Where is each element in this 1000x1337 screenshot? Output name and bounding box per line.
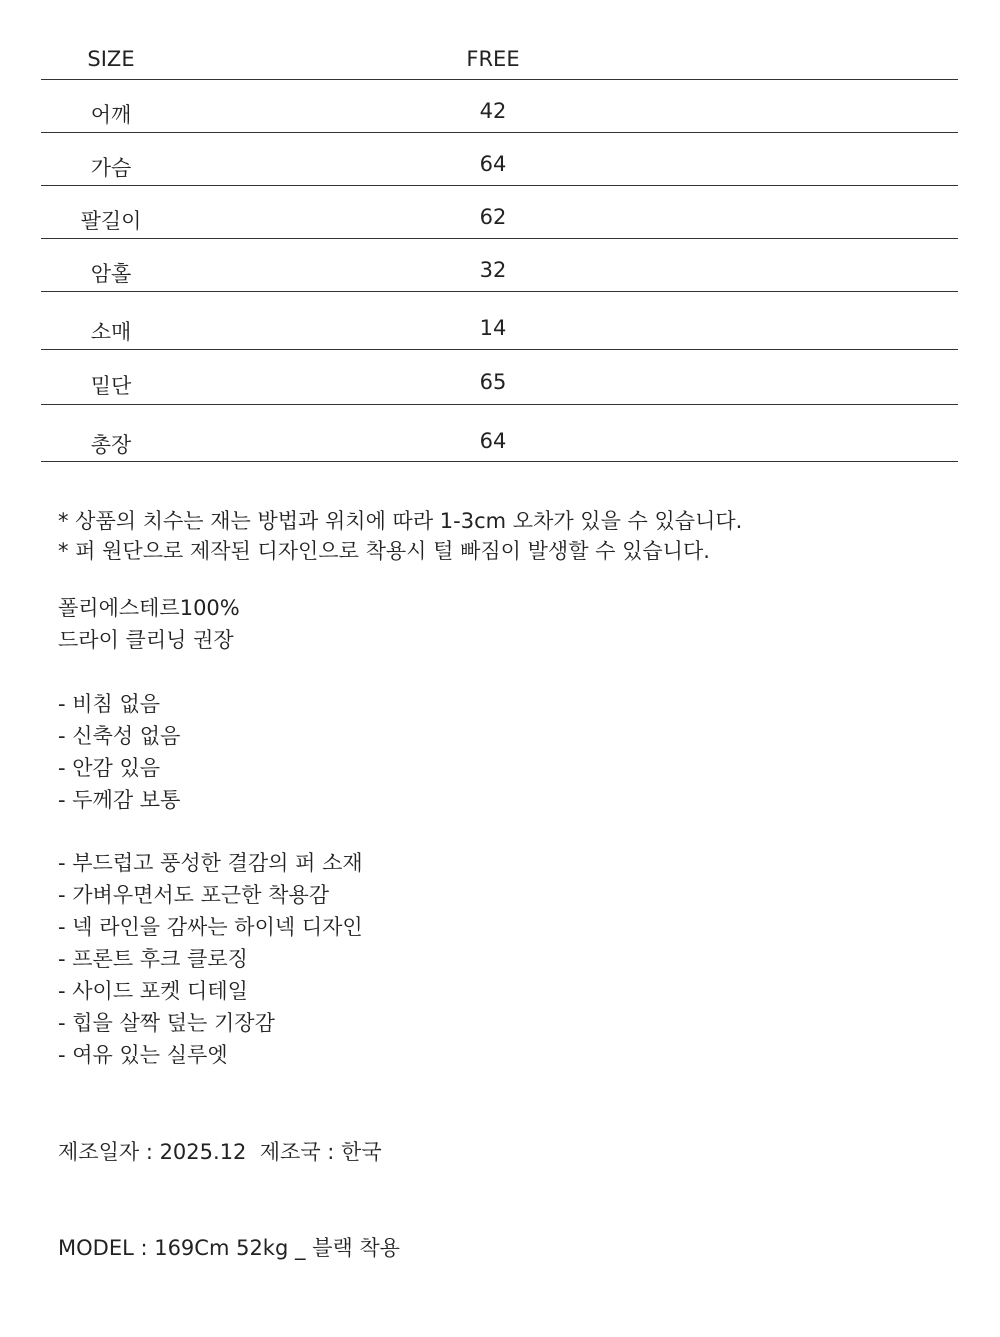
- size-row-armhole: [41, 239, 958, 292]
- care-info: [58, 592, 240, 656]
- size-row-value: 64: [479, 152, 507, 176]
- size-row-label: 총장: [90, 433, 132, 457]
- size-row-label: 암홀: [90, 262, 132, 286]
- size-row-shoulder: [41, 80, 958, 133]
- model-info: [58, 1232, 400, 1264]
- feature-item: - 사이드 포켓 디테일: [58, 979, 248, 1003]
- property-list: [58, 688, 180, 816]
- size-row-total-length: [41, 405, 958, 462]
- size-row-value: 62: [479, 205, 507, 229]
- disclaimer-notes: [58, 506, 742, 566]
- size-row-label: 밑단: [90, 374, 132, 398]
- manufacture-line: 제조일자 : 2025.12 제조국 : 한국: [58, 1140, 382, 1164]
- feature-item: - 프론트 후크 클로징: [58, 947, 248, 971]
- disclaimer-line: * 상품의 치수는 재는 방법과 위치에 따라 1-3cm 오차가 있을 수 있습니다.: [58, 509, 743, 533]
- size-row-value: 65: [479, 370, 507, 394]
- size-row-label: 가슴: [90, 156, 132, 180]
- property-item: - 두께감 보통: [58, 788, 181, 812]
- feature-item: - 가벼우면서도 포근한 착용감: [58, 883, 330, 907]
- manufacture-info: [58, 1136, 382, 1168]
- size-table-header: [41, 42, 958, 80]
- property-item: - 비침 없음: [58, 692, 161, 716]
- size-row-sleeve-opening: [41, 292, 958, 350]
- size-table: [41, 42, 958, 462]
- size-row-chest: [41, 133, 958, 186]
- feature-list: [58, 847, 363, 1071]
- size-row-hem: [41, 350, 958, 405]
- model-line: MODEL : 169Cm 52kg _ 블랙 착용: [58, 1236, 400, 1260]
- size-row-value: 42: [479, 99, 507, 123]
- size-row-label: 소매: [90, 320, 132, 344]
- feature-item: - 여유 있는 실루엣: [58, 1043, 228, 1067]
- feature-item: - 부드럽고 풍성한 결감의 퍼 소재: [58, 851, 363, 875]
- size-header-value: FREE: [466, 47, 520, 71]
- feature-item: - 넥 라인을 감싸는 하이넥 디자인: [58, 915, 363, 939]
- property-item: - 안감 있음: [58, 756, 161, 780]
- disclaimer-line: * 퍼 원단으로 제작된 디자인으로 착용시 털 빠짐이 발생할 수 있습니다.: [58, 539, 710, 563]
- size-header-label: SIZE: [87, 47, 135, 71]
- size-row-label: 팔길이: [80, 209, 142, 233]
- feature-item: - 힙을 살짝 덮는 기장감: [58, 1011, 275, 1035]
- care-line: 드라이 클리닝 권장: [58, 628, 234, 652]
- size-row-value: 14: [479, 316, 507, 340]
- size-row-label: 어깨: [90, 103, 132, 127]
- size-row-value: 64: [479, 429, 507, 453]
- material-line: 폴리에스테르100%: [58, 596, 240, 620]
- size-row-sleeve-length: [41, 186, 958, 239]
- property-item: - 신축성 없음: [58, 724, 181, 748]
- size-row-value: 32: [479, 258, 507, 282]
